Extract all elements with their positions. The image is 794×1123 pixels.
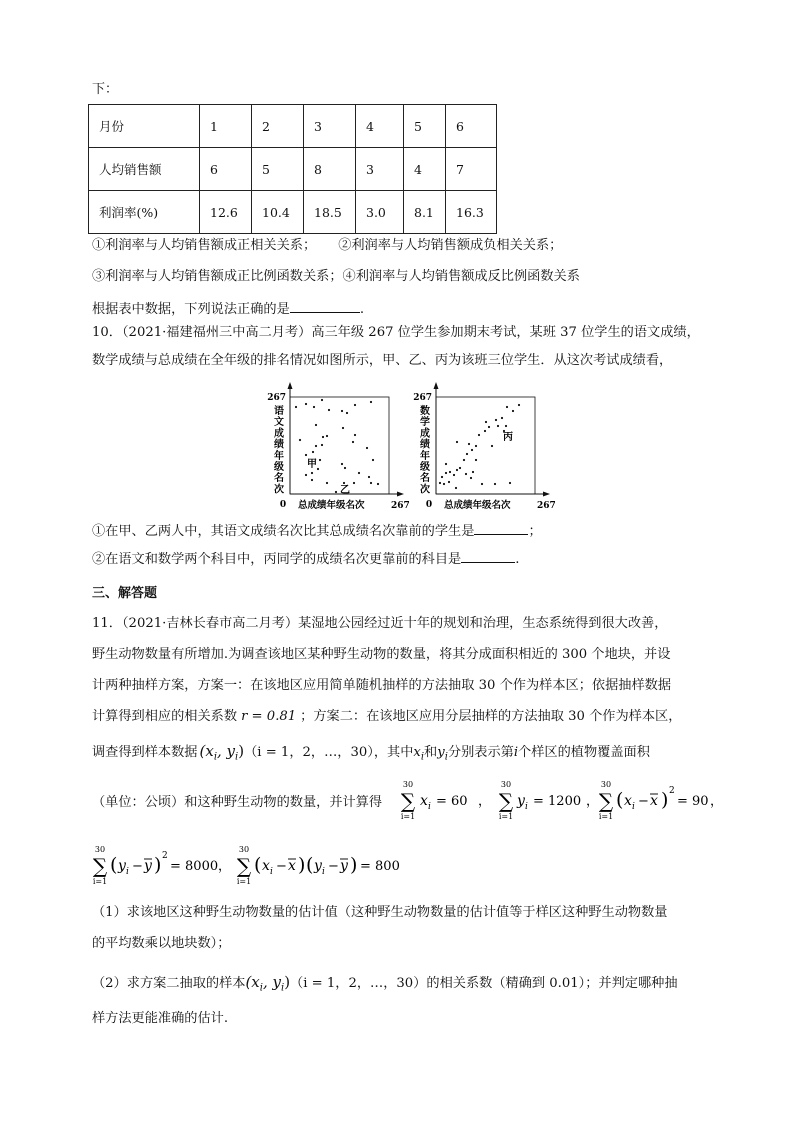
y-axis-title-char: 绩 <box>420 439 430 451</box>
svg-text:−: − <box>638 794 649 809</box>
scatter-point <box>463 459 465 461</box>
sum-y-variance-formula <box>93 845 231 886</box>
y-axis-title-char: 数 <box>420 406 430 417</box>
y-axis-title-char: 绩 <box>274 439 284 451</box>
svg-text:，: ， <box>478 794 492 809</box>
svg-text:30: 30 <box>94 845 106 854</box>
y-axis-title-char: 名 <box>420 473 430 485</box>
y-axis-arrow <box>434 382 439 389</box>
scatter-point <box>321 399 323 401</box>
scatter-point <box>453 474 455 476</box>
scatter-point <box>358 472 360 474</box>
table-cell: 18.5 <box>304 191 356 234</box>
scatter-point <box>343 482 345 484</box>
svg-text:30: 30 <box>402 780 414 789</box>
x-end-label: 267 <box>537 501 556 511</box>
scatter-point <box>497 425 499 427</box>
svg-text:y: y <box>517 793 525 809</box>
q11-line-1: 11．（2021·吉林长春市高二月考）某湿地公园经过近十年的规划和治理，生态系统得到很大改善， <box>92 616 668 631</box>
table-cell: 4 <box>404 148 446 191</box>
scatter-point <box>456 469 458 471</box>
table-cell: 6 <box>200 148 252 191</box>
scatter-point <box>354 434 356 436</box>
q10-line-2: 数学成绩与总成绩在全年级的排名情况如图所示，甲、乙、丙为该班三位学生．从这次考试成绩看， <box>92 353 673 368</box>
y-axis-title-char: 成 <box>274 428 284 440</box>
svg-text:= 60: = 60 <box>436 794 468 809</box>
yi-label: 乙 <box>340 485 350 496</box>
scatter-point <box>443 483 445 485</box>
sum-x-variance-formula <box>599 780 723 821</box>
table-cell: 利润率(%) <box>89 191 200 234</box>
y-axis-title-char: 成 <box>420 428 430 440</box>
svg-text:= 1200: = 1200 <box>533 794 582 809</box>
section-heading: 三、解答题 <box>92 586 158 601</box>
answer-blank[interactable] <box>474 520 528 535</box>
y-top-label: 267 <box>267 393 286 403</box>
scatter-point <box>342 427 344 429</box>
svg-text:∑: ∑ <box>236 854 252 878</box>
q11-part2-line2: 样方法更能准确的估计. <box>92 1011 229 1026</box>
y-axis-title-char: 语 <box>274 406 284 417</box>
scatter-point <box>344 467 346 469</box>
svg-text:y: y <box>144 858 152 874</box>
scatter-point <box>305 454 307 456</box>
y-axis-title-char: 学 <box>420 417 430 429</box>
q11-line-5: 调查得到样本数据 ($x_i$, $y_i)(i = 1$，2，…，30），其中$x_i$和$y_i$分别表示第i个样区的植物覆盖面积 <box>92 742 650 763</box>
scatter-point <box>377 483 379 485</box>
svg-text:i: i <box>632 802 635 812</box>
svg-text:−: − <box>328 859 339 874</box>
svg-text:i: i <box>322 867 325 877</box>
table-cell: 5 <box>252 148 304 191</box>
scatter-point <box>445 472 447 474</box>
answer-blank[interactable] <box>290 298 360 313</box>
svg-text:i: i <box>525 802 528 812</box>
table-cell: 12.6 <box>200 191 252 234</box>
y-axis-title <box>274 404 284 495</box>
svg-text:x: x <box>624 793 632 809</box>
scatter-point <box>341 463 343 465</box>
svg-text:x: x <box>420 793 428 809</box>
svg-text:= 8000: = 8000 <box>170 859 219 874</box>
table-cell: 人均销售额 <box>89 148 200 191</box>
q10-line-1: 10．（2021·福建福州三中高二月考）高三年级 267 位学生参加期末考试，某班 37 位学生的语文成绩， <box>92 325 700 340</box>
svg-text:y: y <box>118 858 126 874</box>
svg-text:(: ( <box>254 854 262 876</box>
scatter-point <box>439 482 441 484</box>
scatter-points <box>295 399 379 493</box>
scatter-point <box>352 441 354 443</box>
scatter-point <box>319 459 321 461</box>
scatter-point <box>468 443 470 445</box>
svg-text:∑: ∑ <box>400 789 416 813</box>
y-axis-arrow <box>288 382 293 389</box>
table-row <box>89 148 497 191</box>
svg-text:i: i <box>428 802 431 812</box>
scatter-point <box>366 447 368 449</box>
scatter-point <box>305 403 307 405</box>
scatter-point <box>322 436 324 438</box>
scatter-point <box>512 410 514 412</box>
scatter-point <box>315 424 317 426</box>
svg-text:i=1: i=1 <box>598 812 614 821</box>
scatter-point <box>312 451 314 453</box>
scatter-point <box>311 479 313 481</box>
scatter-point <box>370 401 372 403</box>
svg-text:): ) <box>298 854 306 876</box>
svg-text:，: ， <box>586 794 600 809</box>
sales-profit-table <box>88 104 497 234</box>
scatter-point <box>478 434 480 436</box>
svg-text:，: ， <box>218 859 232 874</box>
table-cell: 4 <box>356 105 404 148</box>
plot-frame <box>290 397 389 494</box>
svg-text:y: y <box>340 858 348 874</box>
scatter-point <box>370 482 372 484</box>
scatter-point <box>494 483 496 485</box>
jia-label: 甲 <box>307 459 317 470</box>
scatter-point <box>509 482 511 484</box>
origin-label: 0 <box>279 500 287 510</box>
x-axis-title: 总成绩年级名次 <box>298 500 365 511</box>
svg-text:i: i <box>270 867 273 877</box>
svg-text:30: 30 <box>238 845 250 854</box>
math-rank-chart <box>413 382 556 511</box>
scatter-point <box>445 463 447 465</box>
table-cell: 7 <box>446 148 497 191</box>
svg-text:x: x <box>650 793 658 809</box>
svg-text:): ) <box>154 854 162 876</box>
scatter-point <box>335 491 337 493</box>
q9-option-1: ①利润率与人均销售额成正相关关系； <box>92 238 317 253</box>
scatter-point <box>441 476 443 478</box>
table-row <box>89 105 497 148</box>
svg-text:): ) <box>661 789 669 811</box>
table-cell: 3.0 <box>356 191 404 234</box>
svg-text:(: ( <box>110 854 118 876</box>
scatter-point <box>299 439 301 441</box>
scatter-point <box>506 406 508 408</box>
x-axis-title: 总成绩年级名次 <box>444 500 511 511</box>
y-axis-title-char: 次 <box>420 484 430 496</box>
table-row <box>89 191 497 234</box>
svg-text:i=1: i=1 <box>400 812 416 821</box>
table-cell: 16.3 <box>446 191 497 234</box>
scatter-point <box>465 473 467 475</box>
scatter-point <box>505 425 507 427</box>
scatter-point <box>475 445 477 447</box>
y-axis-title <box>420 404 430 495</box>
svg-text:−: − <box>276 859 287 874</box>
table-cell: 5 <box>404 105 446 148</box>
scatter-point <box>471 449 473 451</box>
svg-text:∑: ∑ <box>498 789 514 813</box>
scatter-point <box>317 468 319 470</box>
q11-part1-line2: 的平均数乘以地块数）； <box>92 936 231 951</box>
scatter-point <box>346 412 348 414</box>
scatter-point <box>449 471 451 473</box>
scatter-point <box>315 445 317 447</box>
intro-text: 下： <box>92 82 119 97</box>
scatter-point <box>455 487 457 489</box>
y-axis-title-char: 次 <box>274 484 284 496</box>
svg-text:= 90: = 90 <box>677 794 709 809</box>
y-axis-title-char: 名 <box>274 473 284 485</box>
svg-text:): ) <box>350 854 358 876</box>
scatter-point <box>481 483 483 485</box>
q10-sub-2: ②在语文和数学两个科目中，丙同学的成绩名次更靠前的科目是 . <box>92 548 519 570</box>
svg-text:i=1: i=1 <box>92 877 108 886</box>
q11-line-4: 计算得到相应的相关系数 r = 0.81 ；方案二：在该地区应用分层抽样的方法抽取 30 个作为样本区， <box>92 709 682 724</box>
scatter-point <box>518 404 520 406</box>
chinese-rank-chart <box>267 382 410 511</box>
y-axis-title-char: 级 <box>274 462 284 473</box>
svg-text:= 800: = 800 <box>360 859 400 874</box>
svg-text:y: y <box>314 858 322 874</box>
svg-text:x: x <box>288 858 296 874</box>
scatter-point <box>326 482 328 484</box>
q11-part2-line1: （2）求方案二抽取的样本($x_i$, $y_i)(i = 1$，2，…，30）的相关系数（精确到 0.01）；并判定哪种抽 <box>92 973 678 994</box>
scatter-point <box>295 406 297 408</box>
scatter-point <box>313 406 315 408</box>
scatter-point <box>495 419 497 421</box>
x-axis-arrow <box>397 492 404 497</box>
scatter-point <box>501 417 503 419</box>
q11-line-6: （单位：公顷）和这种野生动物的数量，并计算得 <box>92 795 383 810</box>
svg-text:∑: ∑ <box>92 854 108 878</box>
svg-text:∑: ∑ <box>598 789 614 813</box>
table-cell: 6 <box>446 105 497 148</box>
scatter-point <box>353 482 355 484</box>
scatter-point <box>328 409 330 411</box>
table-cell: 2 <box>252 105 304 148</box>
scatter-point <box>472 471 474 473</box>
q11-line-3: 计两种抽样方案，方案一：在该地区应用简单随机抽样的方法抽取 30 个作为样本区；依据抽样数据 <box>92 678 672 693</box>
q9-options-row1 <box>92 236 562 256</box>
q11-line-2: 野生动物数量有所增加.为调查该地区某种野生动物的数量，将其分成面积相近的 300 个地块，并设 <box>92 647 671 662</box>
svg-text:，: ， <box>710 794 724 809</box>
svg-text:30: 30 <box>600 780 612 789</box>
x-end-label: 267 <box>391 501 410 511</box>
q9-option-34: ③利润率与人均销售额成正比例函数关系；④利润率与人均销售额成反比例函数关系 <box>92 269 580 284</box>
summation-formulas-row1 <box>400 775 724 835</box>
summation-formulas-row2 <box>92 842 412 894</box>
svg-text:(: ( <box>306 854 314 876</box>
q9-prompt: 根据表中数据，下列说法正确的是 . <box>92 298 364 320</box>
y-axis-title-char: 级 <box>420 462 430 473</box>
rank-scatter-figure <box>260 380 560 515</box>
scatter-point <box>491 445 493 447</box>
q9-option-2: ②利润率与人均销售额成负相关关系； <box>338 238 563 253</box>
table-cell: 1 <box>200 105 252 148</box>
scatter-point <box>488 426 490 428</box>
scatter-point <box>466 453 468 455</box>
scatter-point <box>459 467 461 469</box>
scatter-point <box>485 421 487 423</box>
scatter-point <box>305 474 307 476</box>
y-axis-title-char: 文 <box>274 417 284 429</box>
svg-text:i=1: i=1 <box>498 812 514 821</box>
scatter-points <box>439 404 520 489</box>
svg-text:i=1: i=1 <box>236 877 252 886</box>
scatter-point <box>484 430 486 432</box>
answer-blank[interactable] <box>461 548 515 563</box>
table-cell: 3 <box>356 148 404 191</box>
table-cell: 月份 <box>89 105 200 148</box>
svg-text:x: x <box>262 858 270 874</box>
origin-label: 0 <box>425 500 433 510</box>
scatter-point <box>470 477 472 479</box>
scatter-point <box>321 444 323 446</box>
scatter-point <box>475 459 477 461</box>
table-cell: 10.4 <box>252 191 304 234</box>
scatter-point <box>311 472 313 474</box>
scatter-point <box>354 404 356 406</box>
scatter-point <box>372 459 374 461</box>
q10-sub-1: ①在甲、乙两人中，其语文成绩名次比其总成绩名次靠前的学生是 ； <box>92 520 542 542</box>
svg-text:i: i <box>126 867 129 877</box>
sum-y-formula <box>499 780 599 821</box>
y-axis-title-char: 年 <box>274 450 284 462</box>
svg-text:30: 30 <box>500 780 512 789</box>
table-cell: 8 <box>304 148 356 191</box>
scatter-point <box>448 481 450 483</box>
scatter-point <box>456 441 458 443</box>
svg-text:(: ( <box>616 789 624 811</box>
scatter-point <box>503 430 505 432</box>
y-axis-title-char: 年 <box>420 450 430 462</box>
scatter-point <box>326 435 328 437</box>
bing-label: 丙 <box>503 432 513 443</box>
scatter-point <box>368 476 370 478</box>
q11-part1-line1: （1）求该地区这种野生动物数量的估计值（这种野生动物数量的估计值等于样区这种野生动物数量 <box>92 905 668 920</box>
plot-frame <box>436 397 535 494</box>
scatter-point <box>341 410 343 412</box>
y-top-label: 267 <box>413 393 432 403</box>
svg-text:2: 2 <box>669 786 675 796</box>
svg-text:2: 2 <box>162 851 168 861</box>
svg-text:−: − <box>132 859 143 874</box>
table-cell: 8.1 <box>404 191 446 234</box>
x-axis-arrow <box>543 492 550 497</box>
sum-covariance-formula <box>237 845 400 886</box>
table-cell: 3 <box>304 105 356 148</box>
sum-x-formula <box>401 780 491 821</box>
